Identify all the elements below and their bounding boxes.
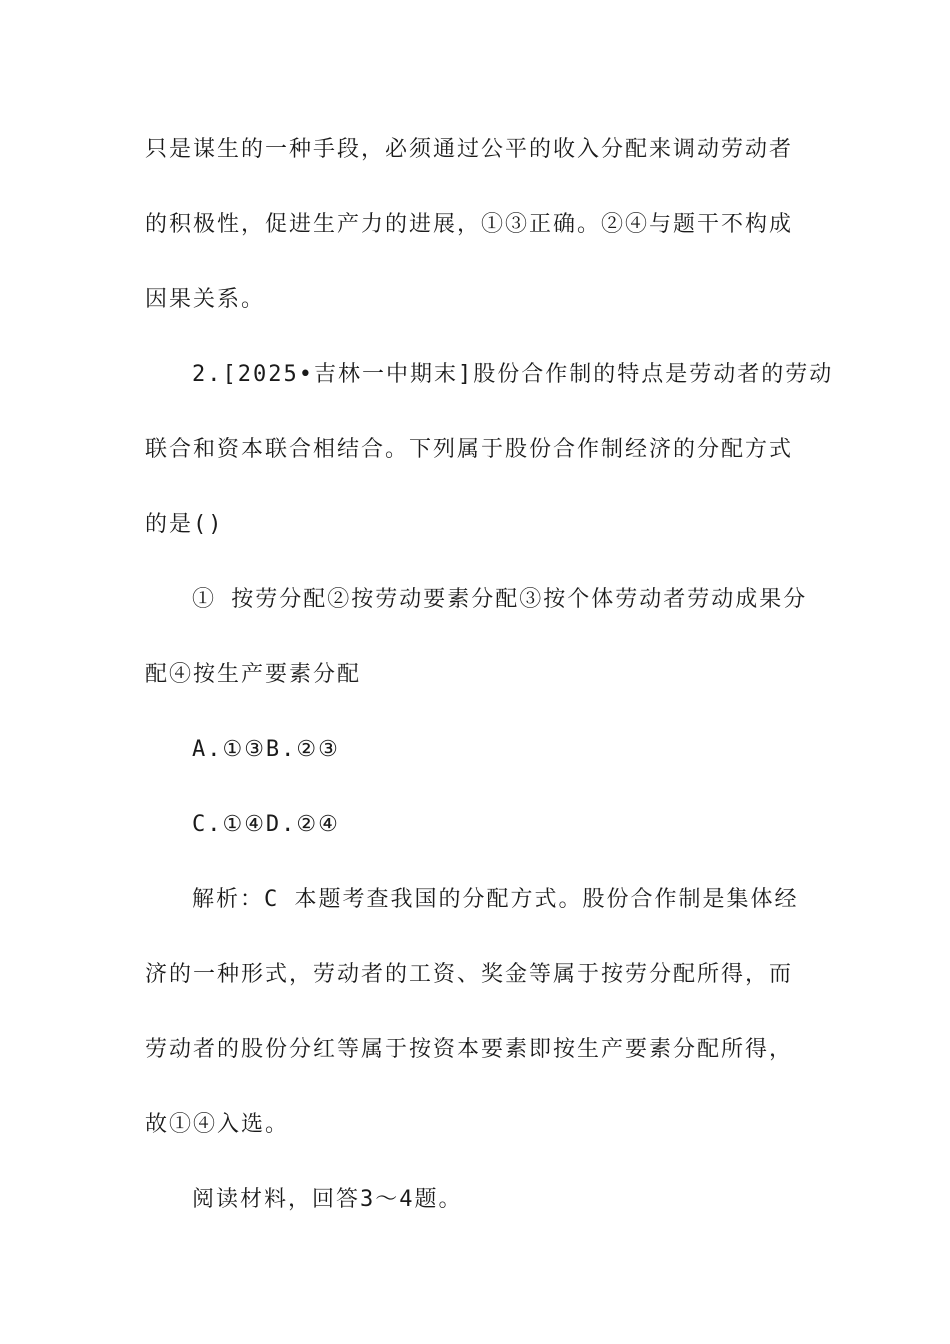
text-line-8: 配④按生产要素分配: [145, 662, 362, 687]
text-line-13: 劳动者的股份分红等属于按资本要素即按生产要素分配所得，: [145, 1037, 794, 1062]
question-2-items: ① 按劳分配②按劳动要素分配③按个体劳动者劳动成果分: [192, 587, 808, 612]
text-line-1: 只是谋生的一种手段，必须通过公平的收入分配来调动劳动者: [145, 137, 794, 162]
text-line-2: 的积极性，促进生产力的进展，①③正确。②④与题干不构成: [145, 212, 794, 237]
text-line-12: 济的一种形式，劳动者的工资、奖金等属于按劳分配所得，而: [145, 962, 794, 987]
question-2-stem: 2.[2025•吉林一中期末]股份合作制的特点是劳动者的劳动: [192, 362, 834, 387]
option-row-ab: A.①③B.②③: [192, 737, 340, 762]
text-line-14: 故①④入选。: [145, 1112, 290, 1137]
text-line-6: 的是(): [145, 512, 224, 537]
text-line-5: 联合和资本联合相结合。下列属于股份合作制经济的分配方式: [145, 437, 794, 462]
option-row-cd: C.①④D.②④: [192, 812, 340, 837]
text-line-3: 因果关系。: [145, 287, 266, 312]
analysis-paragraph: 解析：C 本题考查我国的分配方式。股份合作制是集体经: [192, 887, 799, 912]
reading-instruction: 阅读材料，回答3～4题。: [192, 1187, 463, 1212]
